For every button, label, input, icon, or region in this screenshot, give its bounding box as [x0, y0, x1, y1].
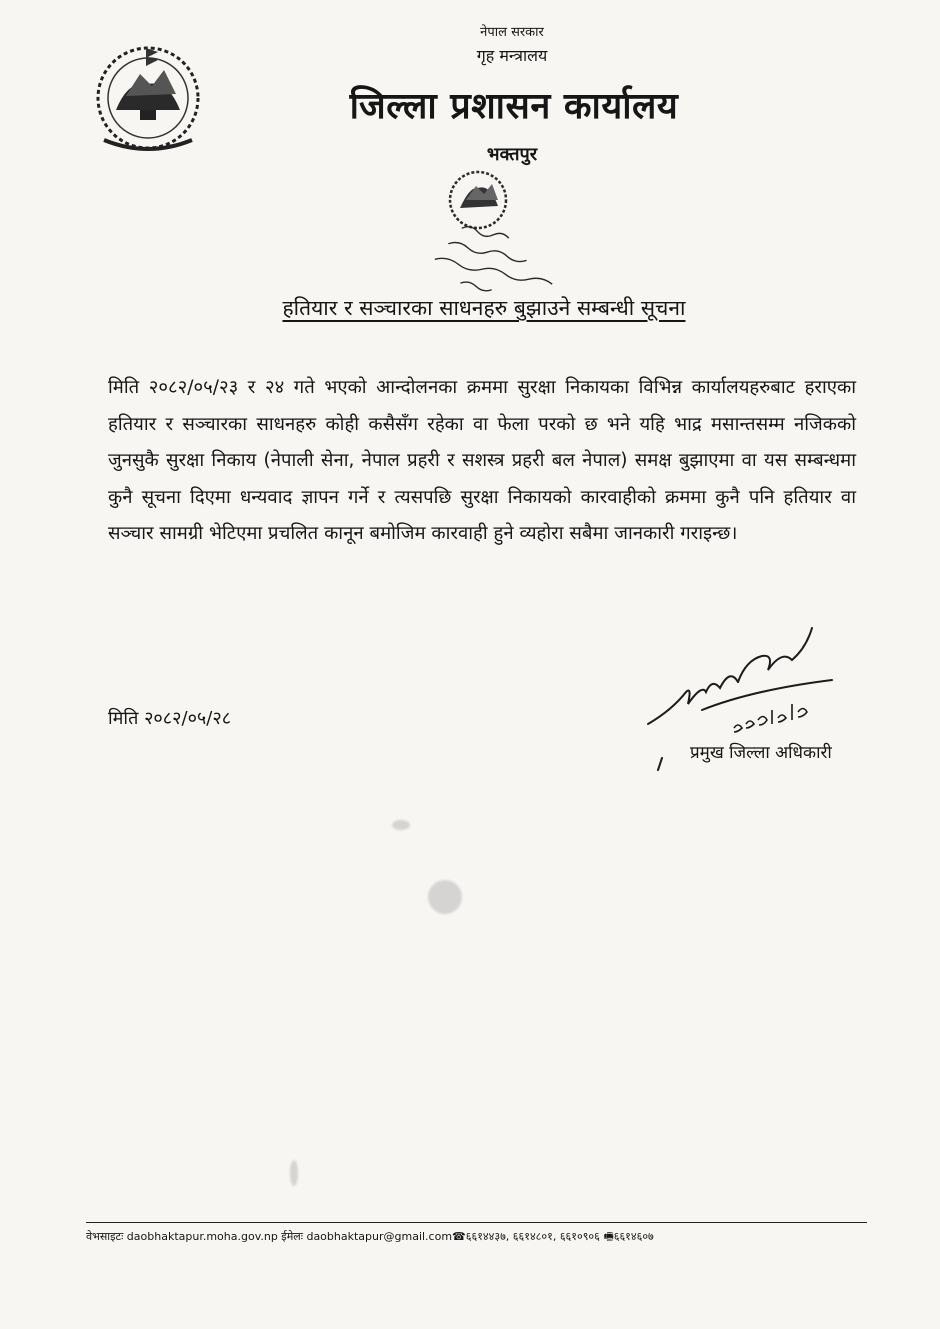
ministry-name: गृह मन्त्रालय [476, 46, 548, 65]
notice-subject: हतियार र सञ्चारका साधनहरु बुझाउने सम्बन्धी सूचना [282, 296, 686, 320]
office-stamp-icon [416, 160, 576, 308]
notice-date: मिति २०८२/०५/२८ [108, 708, 232, 729]
government-name: नेपाल सरकार [480, 25, 544, 40]
notice-body: मिति २०८२/०५/२३ र २४ गते भएको आन्दोलनका क्रममा सुरक्षा निकायका विभिन्न कार्यालयहरुबाट हराएका हतियार र सञ्चारका साधनहरु कोही कसैसँग रहेका वा फेला परको छ भने यहि भाद्र मसान्तसम्म नजिकको जुनसुकै सुरक्षा निकाय (नेपाली सेना, नेपाल प्रहरी र सशस्त्र प्रहरी बल नेपाल) समक्ष बुझाएमा वा यस सम्बन्धमा कुनै सूचना दिएमा धन्यवाद ज्ञापन गर्ने र त्यसपछि सुरक्षा निकायको कारवाहीको क्रममा कुनै पनि हतियार वा सञ्चार सामग्री भेटिएमा प्रचलित कानून बमोजिम कारवाही हुने व्यहोरा सबैमा जानकारी गराइन्छ। [108, 377, 856, 544]
footer-divider [86, 1222, 867, 1223]
signatory-designation: प्रमुख जिल्ला अधिकारी [690, 743, 832, 763]
smudge-mark [392, 820, 410, 830]
footer-contact: वेभसाइटः daobhaktapur.moha.gov.np ईमेलः daobhaktapur@gmail.com☎६६१४४३७, ६६१४८०१, ६६१०९०६ 🖷६६१४६०७ [86, 1230, 654, 1243]
signature-icon [642, 620, 852, 790]
district-name: भक्तपुर [486, 144, 538, 165]
smudge-mark [428, 880, 462, 914]
office-name: जिल्ला प्रशासन कार्यालय [349, 86, 679, 127]
smudge-mark [290, 1160, 298, 1186]
